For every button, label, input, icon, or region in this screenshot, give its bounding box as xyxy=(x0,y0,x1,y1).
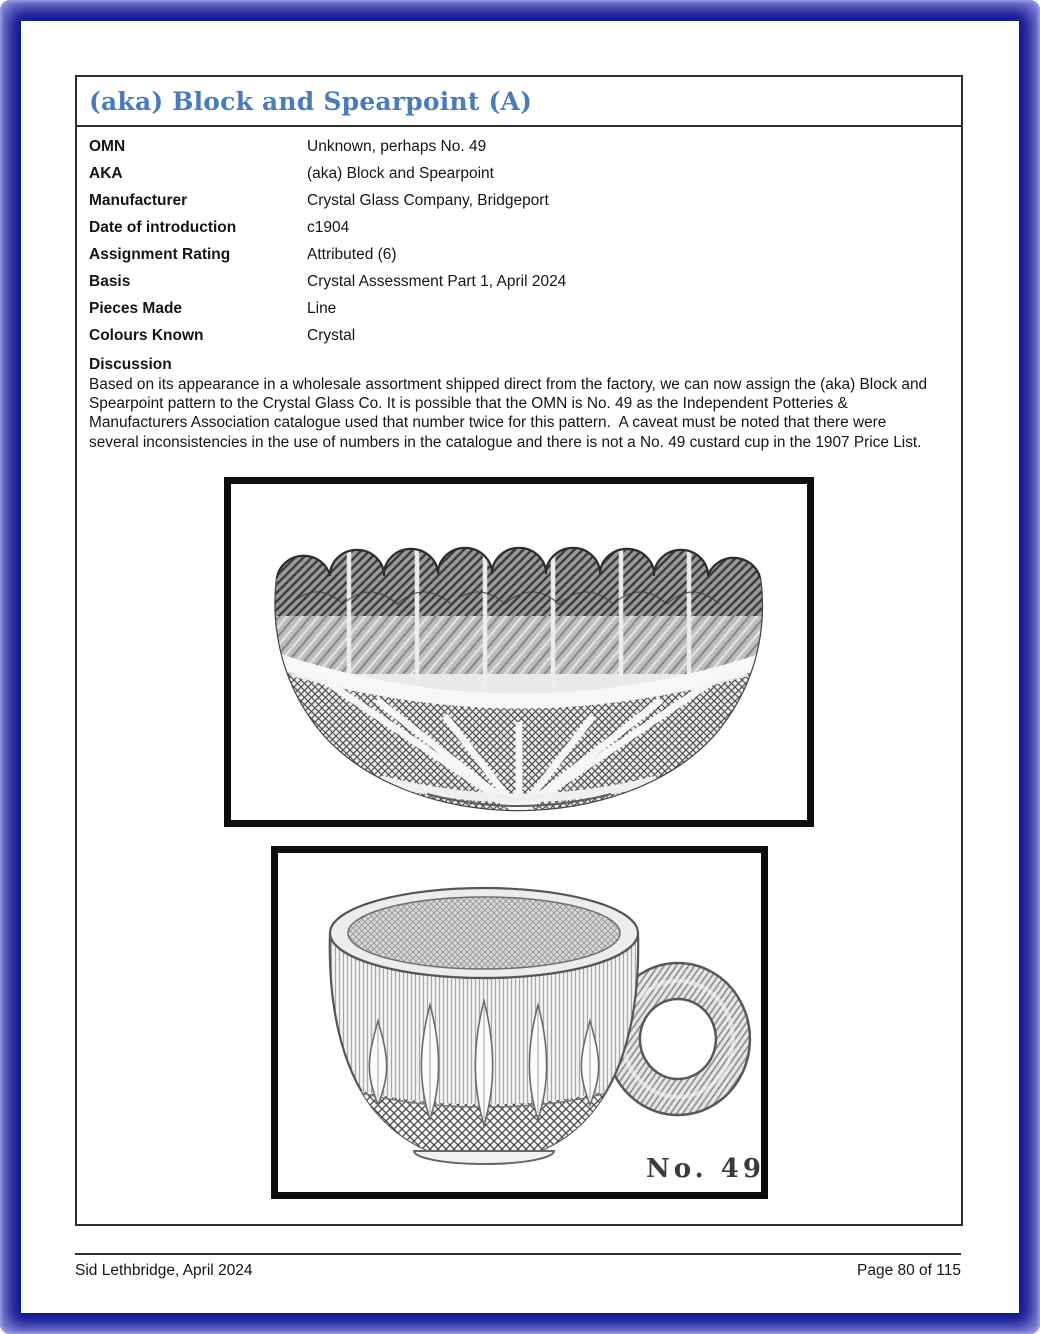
page-footer xyxy=(75,1253,961,1280)
field-value: Crystal xyxy=(307,326,356,344)
field-table xyxy=(77,127,961,349)
field-label: Pieces Made xyxy=(89,299,183,317)
cup-figure-frame xyxy=(271,846,768,1199)
footer-author: Sid Lethbridge, April 2024 xyxy=(75,1262,253,1279)
field-label: AKA xyxy=(89,164,123,182)
field-row xyxy=(89,295,949,322)
field-value: Crystal Assessment Part 1, April 2024 xyxy=(307,272,567,290)
scalloped-bowl-illustration xyxy=(231,484,807,820)
field-row xyxy=(89,214,949,241)
field-label: Basis xyxy=(89,272,131,290)
field-row xyxy=(89,322,949,349)
discussion-heading: Discussion xyxy=(89,356,172,373)
page-title: (aka) Block and Spearpoint (A) xyxy=(89,87,533,116)
figure-caption: No. 49 xyxy=(645,1153,761,1184)
field-value: Attributed (6) xyxy=(307,245,397,263)
field-value: (aka) Block and Spearpoint xyxy=(307,164,494,182)
field-value: c1904 xyxy=(307,218,350,236)
footer-page-number: Page 80 of 115 xyxy=(857,1262,961,1279)
pattern-info-box xyxy=(75,75,963,1226)
document-page xyxy=(21,21,1019,1313)
custard-cup-illustration xyxy=(278,853,761,1192)
field-value: Unknown, perhaps No. 49 xyxy=(307,137,487,155)
field-row xyxy=(89,187,949,214)
field-row xyxy=(89,241,949,268)
discussion-section xyxy=(77,349,961,452)
field-row xyxy=(89,133,949,160)
field-label: Date of introduction xyxy=(89,218,237,236)
field-label: OMN xyxy=(89,137,126,155)
field-value: Line xyxy=(307,299,337,317)
title-bar xyxy=(77,77,961,127)
field-value: Crystal Glass Company, Bridgeport xyxy=(307,191,549,209)
field-label: Manufacturer xyxy=(89,191,188,209)
field-label: Assignment Rating xyxy=(89,245,231,263)
field-label: Colours Known xyxy=(89,326,204,344)
bowl-figure-frame xyxy=(224,477,814,827)
field-row xyxy=(89,160,949,187)
field-row xyxy=(89,268,949,295)
discussion-body: Based on its appearance in a wholesale assortment shipped direct from the factory, we can now assign the (aka) Block and Spearpoint pattern to the Crystal Glass Co. It is possible that the OMN is No. 49 as the Independent Potteries & Manufacturers Association catalogue used that number twice for this pattern. A caveat must be noted that there were several inconsistencies in the use of numbers in the catalogue and there is not a No. 49 custard cup in the 1907 Price List. xyxy=(89,376,932,451)
